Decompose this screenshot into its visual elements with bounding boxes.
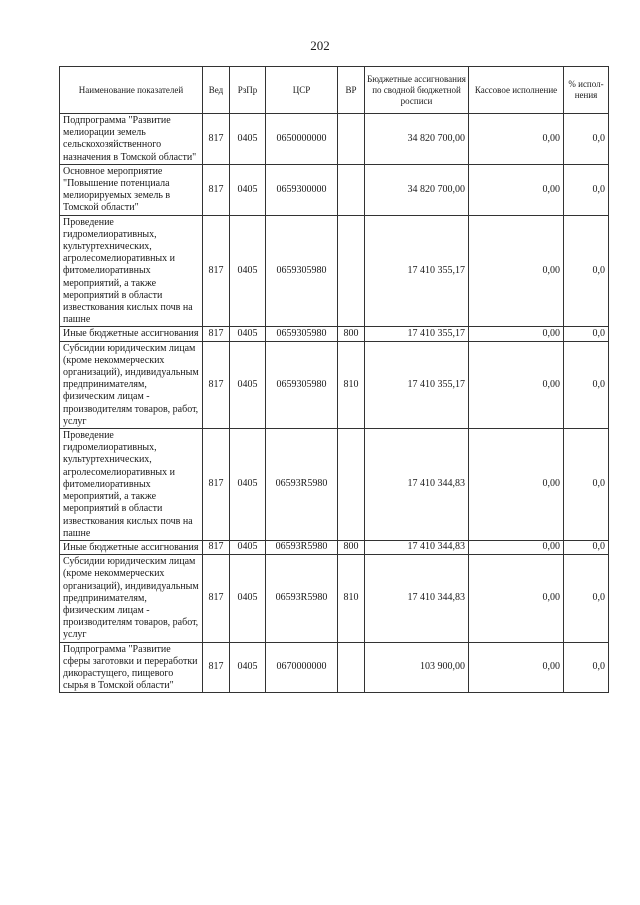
row-vr xyxy=(338,215,365,327)
table-row xyxy=(60,215,609,327)
row-vr xyxy=(338,642,365,693)
row-rzpr: 0405 xyxy=(230,555,266,642)
row-ved: 817 xyxy=(203,164,230,215)
row-vr: 800 xyxy=(338,327,365,341)
row-name: Иные бюджетные ассигнования xyxy=(60,327,203,341)
row-name: Проведение гидромелиоративных, культуртехнических, агролесомелиоративных и фитомелиоративных мероприятий, а также мероприятий в области известкования кислых почв на пашне xyxy=(60,429,203,541)
row-budget: 17 410 355,17 xyxy=(365,327,469,341)
row-csr: 06593R5980 xyxy=(266,429,338,541)
row-rzpr: 0405 xyxy=(230,164,266,215)
row-pct: 0,0 xyxy=(564,555,609,642)
row-rzpr: 0405 xyxy=(230,429,266,541)
row-pct: 0,0 xyxy=(564,215,609,327)
row-cash: 0,00 xyxy=(469,164,564,215)
row-name: Субсидии юридическим лицам (кроме некоммерческих организаций), индивидуальным предпринимателям, физическим лицам - производителям товаров, работ, услуг xyxy=(60,555,203,642)
row-csr: 06593R5980 xyxy=(266,555,338,642)
row-ved: 817 xyxy=(203,114,230,165)
row-vr xyxy=(338,164,365,215)
row-name: Подпрограмма "Развитие мелиорации земель сельскохозяйственного назначения в Томской области" xyxy=(60,114,203,165)
table-row xyxy=(60,540,609,554)
row-name: Иные бюджетные ассигнования xyxy=(60,540,203,554)
header-ved: Вед xyxy=(203,67,230,114)
row-pct: 0,0 xyxy=(564,429,609,541)
header-budget: Бюджетные ассигнования по сводной бюджетной росписи xyxy=(365,67,469,114)
row-cash: 0,00 xyxy=(469,327,564,341)
header-pct: % испол-нения xyxy=(564,67,609,114)
header-rzpr: РзПр xyxy=(230,67,266,114)
header-csr: ЦСР xyxy=(266,67,338,114)
header-cash: Кассовое исполнение xyxy=(469,67,564,114)
header-row xyxy=(60,67,609,114)
row-budget: 34 820 700,00 xyxy=(365,114,469,165)
header-vr: ВР xyxy=(338,67,365,114)
row-cash: 0,00 xyxy=(469,429,564,541)
row-rzpr: 0405 xyxy=(230,215,266,327)
row-pct: 0,0 xyxy=(564,114,609,165)
row-budget: 103 900,00 xyxy=(365,642,469,693)
row-cash: 0,00 xyxy=(469,555,564,642)
row-pct: 0,0 xyxy=(564,164,609,215)
row-cash: 0,00 xyxy=(469,114,564,165)
row-csr: 0659305980 xyxy=(266,327,338,341)
row-cash: 0,00 xyxy=(469,341,564,428)
row-csr: 0659305980 xyxy=(266,215,338,327)
table-row xyxy=(60,327,609,341)
table-row xyxy=(60,429,609,541)
row-name: Основное мероприятие "Повышение потенциала мелиорируемых земель в Томской области" xyxy=(60,164,203,215)
table-row xyxy=(60,642,609,693)
row-cash: 0,00 xyxy=(469,215,564,327)
row-ved: 817 xyxy=(203,540,230,554)
row-vr: 810 xyxy=(338,341,365,428)
row-vr: 800 xyxy=(338,540,365,554)
row-budget: 34 820 700,00 xyxy=(365,164,469,215)
row-csr: 0659300000 xyxy=(266,164,338,215)
row-ved: 817 xyxy=(203,429,230,541)
header-name: Наименование показателей xyxy=(60,67,203,114)
row-rzpr: 0405 xyxy=(230,642,266,693)
row-budget: 17 410 344,83 xyxy=(365,555,469,642)
row-budget: 17 410 344,83 xyxy=(365,540,469,554)
table-row xyxy=(60,555,609,642)
row-cash: 0,00 xyxy=(469,540,564,554)
row-ved: 817 xyxy=(203,642,230,693)
row-rzpr: 0405 xyxy=(230,327,266,341)
row-rzpr: 0405 xyxy=(230,341,266,428)
table-row xyxy=(60,114,609,165)
budget-table xyxy=(59,66,609,693)
row-budget: 17 410 344,83 xyxy=(365,429,469,541)
row-name: Проведение гидромелиоративных, культуртехнических, агролесомелиоративных и фитомелиоративных мероприятий, а также мероприятий в области известкования кислых почв на пашне xyxy=(60,215,203,327)
row-budget: 17 410 355,17 xyxy=(365,341,469,428)
row-rzpr: 0405 xyxy=(230,540,266,554)
row-pct: 0,0 xyxy=(564,642,609,693)
table-row xyxy=(60,164,609,215)
row-name: Субсидии юридическим лицам (кроме некоммерческих организаций), индивидуальным предпринимателям, физическим лицам - производителям товаров, работ, услуг xyxy=(60,341,203,428)
row-pct: 0,0 xyxy=(564,341,609,428)
row-csr: 0670000000 xyxy=(266,642,338,693)
row-pct: 0,0 xyxy=(564,540,609,554)
row-ved: 817 xyxy=(203,215,230,327)
row-ved: 817 xyxy=(203,327,230,341)
row-vr xyxy=(338,429,365,541)
row-vr xyxy=(338,114,365,165)
table-row xyxy=(60,341,609,428)
row-cash: 0,00 xyxy=(469,642,564,693)
row-vr: 810 xyxy=(338,555,365,642)
row-rzpr: 0405 xyxy=(230,114,266,165)
row-ved: 817 xyxy=(203,341,230,428)
row-ved: 817 xyxy=(203,555,230,642)
row-name: Подпрограмма "Развитие сферы заготовки и переработки дикорастущего, пищевого сырья в Томской области" xyxy=(60,642,203,693)
page-number: 202 xyxy=(310,38,330,53)
row-budget: 17 410 355,17 xyxy=(365,215,469,327)
row-csr: 0659305980 xyxy=(266,341,338,428)
row-pct: 0,0 xyxy=(564,327,609,341)
row-csr: 0650000000 xyxy=(266,114,338,165)
row-csr: 06593R5980 xyxy=(266,540,338,554)
